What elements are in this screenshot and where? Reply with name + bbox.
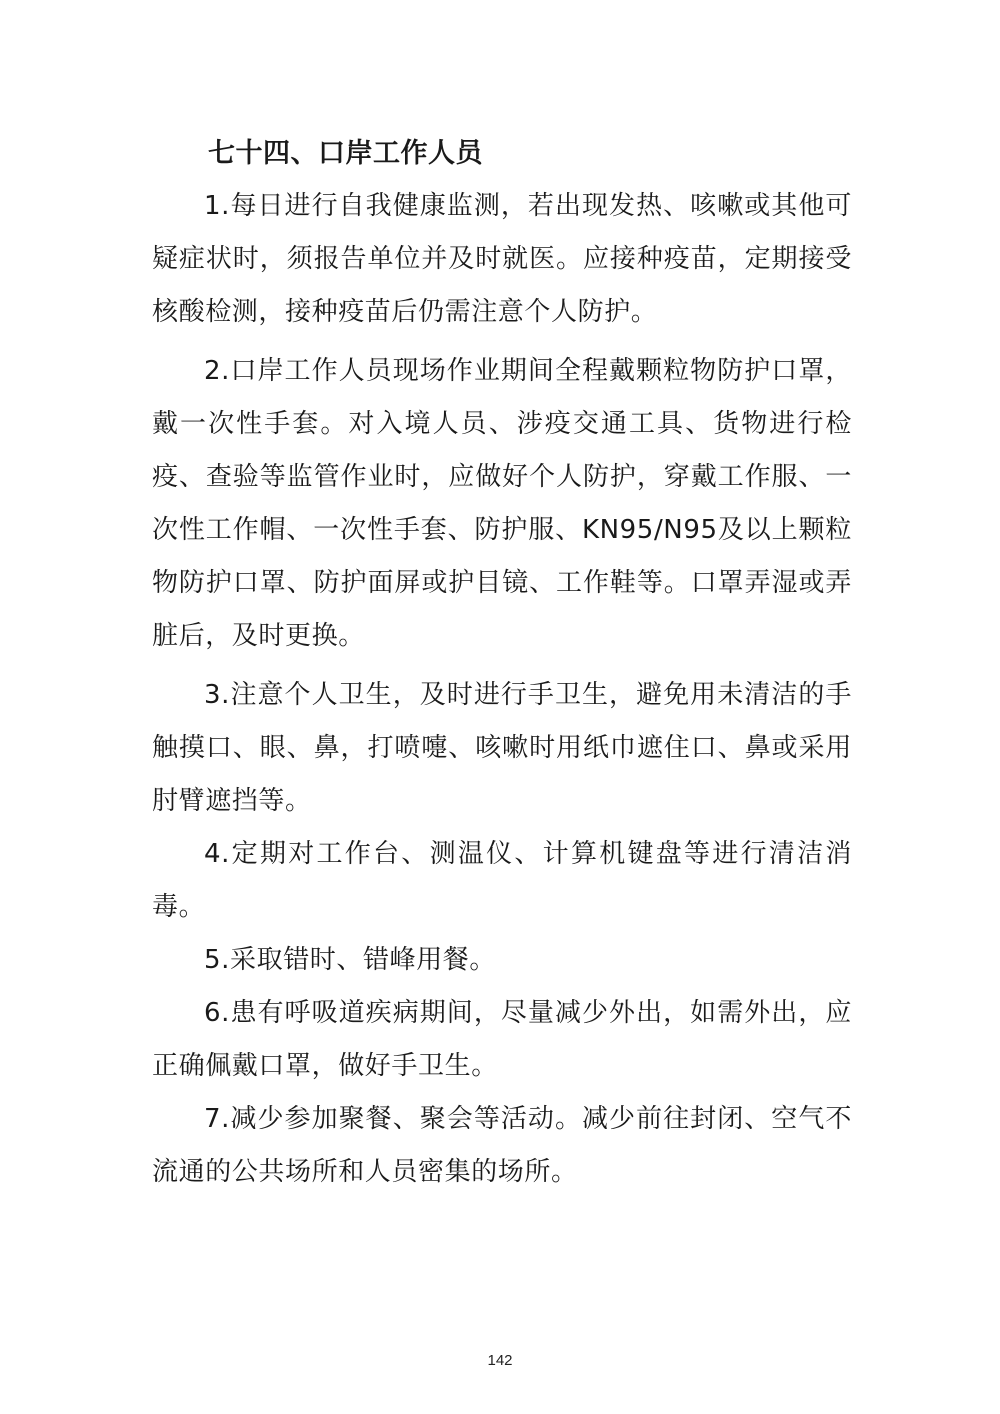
paragraph-2: 2.口岸工作人员现场作业期间全程戴颗粒物防护口罩，戴一次性手套。对入境人员、涉疫交通工具、货物进行检疫、查验等监管作业时，应做好个人防护，穿戴工作服、一次性工作帽、一次性手套、防护服、KN95/N95及以上颗粒物防护口罩、防护面屏或护目镜、工作鞋等。口罩弄湿或弄脏后，及时更换。 <box>152 356 852 651</box>
paragraph-7: 7.减少参加聚餐、聚会等活动。减少前往封闭、空气不流通的公共场所和人员密集的场所。 <box>152 1104 852 1187</box>
section-heading: 七十四、口岸工作人员 <box>208 138 483 169</box>
paragraph-6: 6.患有呼吸道疾病期间，尽量减少外出，如需外出，应正确佩戴口罩，做好手卫生。 <box>152 998 852 1081</box>
page-number: 142 <box>487 1352 513 1369</box>
document-body <box>152 128 852 1199</box>
paragraph-1: 1.每日进行自我健康监测，若出现发热、咳嗽或其他可疑症状时，须报告单位并及时就医。应接种疫苗，定期接受核酸检测，接种疫苗后仍需注意个人防护。 <box>152 191 852 327</box>
paragraph-5: 5.采取错时、错峰用餐。 <box>204 945 497 975</box>
paragraph-4: 4.定期对工作台、测温仪、计算机键盘等进行清洁消毒。 <box>152 839 852 922</box>
paragraph-3: 3.注意个人卫生，及时进行手卫生，避免用未清洁的手触摸口、眼、鼻，打喷嚏、咳嗽时用纸巾遮住口、鼻或采用肘臂遮挡等。 <box>152 680 852 816</box>
